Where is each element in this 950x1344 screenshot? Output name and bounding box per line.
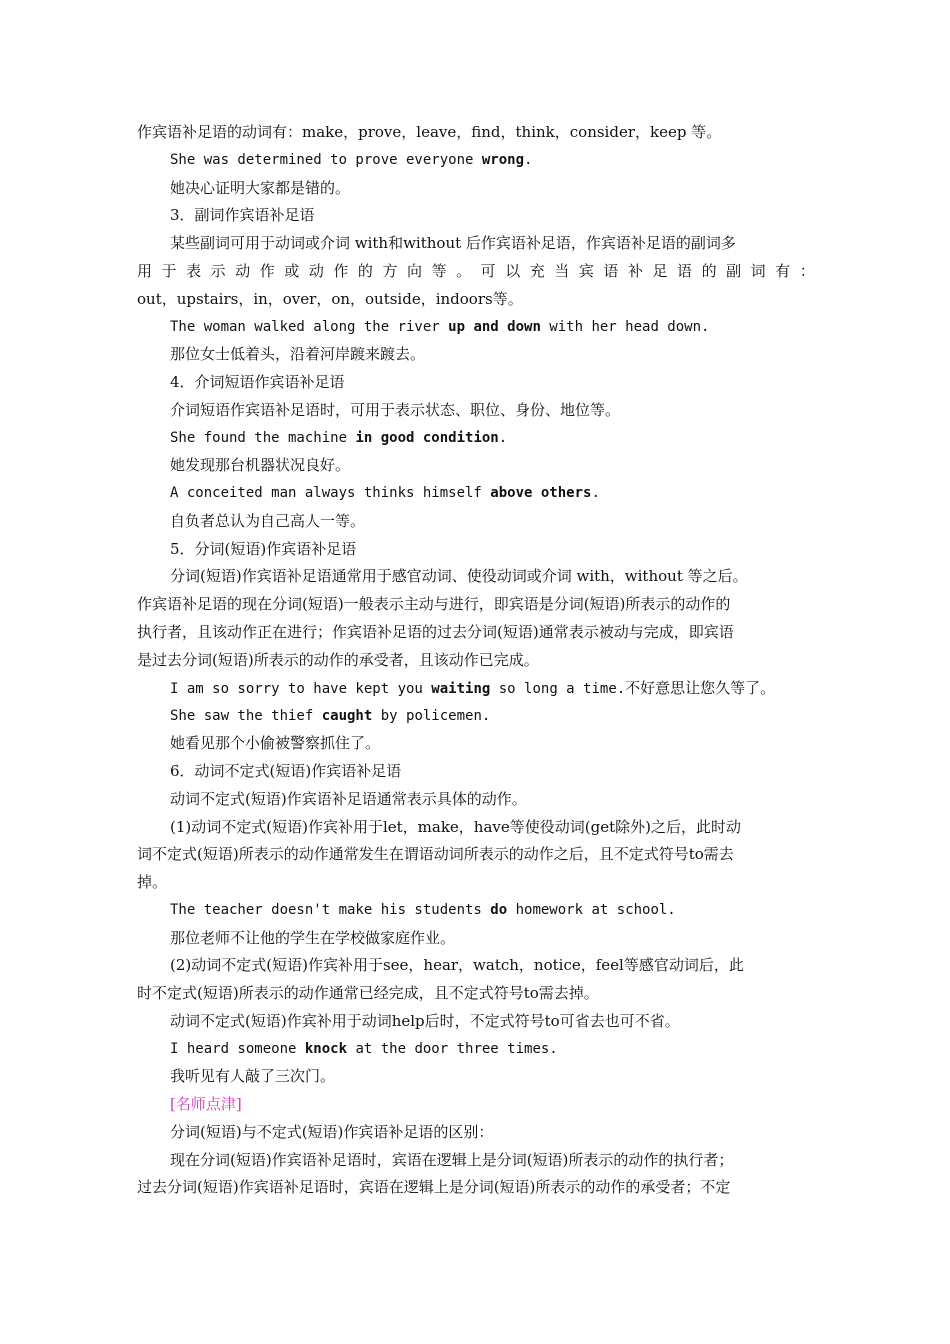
translation-line: 我听见有人敲了三次门。 — [170, 1067, 336, 1085]
text-line: 作宾语补足语的动词有：make，prove，leave，find，think，consider，keep 等。 — [137, 123, 722, 141]
highlight-word: knock — [304, 1041, 348, 1057]
section-heading: 4．介词短语作宾语补足语 — [170, 373, 345, 391]
translation-line: 她看见那个小偷被警察抓住了。 — [170, 734, 381, 752]
text-line: 动词不定式(短语)作宾语补足语通常表示具体的动作。 — [170, 790, 527, 808]
justified-char: 用 — [137, 262, 153, 280]
text-line: out，upstairs，in，over，on，outside，indoors等。 — [137, 290, 523, 308]
justified-char: 补 — [627, 262, 643, 280]
text-line: 分词(短语)与不定式(短语)作宾语补足语的区别： — [170, 1123, 494, 1141]
text-line: 掉。 — [137, 873, 168, 891]
justified-char: 的 — [357, 262, 373, 280]
translation-line: 她发现那台机器状况良好。 — [170, 456, 351, 474]
justified-char: 宾 — [578, 262, 594, 280]
justified-char: 以 — [505, 262, 521, 280]
section-heading: 3．副词作宾语补足语 — [170, 206, 315, 224]
justified-char: 表 — [186, 262, 202, 280]
justified-char: 动 — [235, 262, 251, 280]
text-line-justified — [137, 261, 815, 281]
justified-char: 有 — [775, 262, 791, 280]
text-line: (1)动词不定式(短语)作宾补用于let，make，have等使役动词(get除外)之后，此时动 — [170, 818, 741, 836]
justified-char: 或 — [284, 262, 300, 280]
justified-char: 。 — [456, 262, 472, 280]
example-sentence: The woman walked along the river up and down with her head down. — [170, 319, 710, 335]
justified-char: 作 — [333, 262, 349, 280]
example-sentence: I am so sorry to have kept you waiting so long a time.不好意思让您久等了。 — [170, 679, 776, 697]
justified-char: 当 — [554, 262, 570, 280]
translation-line: 那位老师不让他的学生在学校做家庭作业。 — [170, 929, 456, 947]
text-line: 是过去分词(短语)所表示的动作的承受者，且该动作已完成。 — [137, 651, 539, 669]
justified-char: 语 — [677, 262, 693, 280]
text-line: 现在分词(短语)作宾语补足语时，宾语在逻辑上是分词(短语)所表示的动作的执行者； — [170, 1151, 734, 1169]
text-line: (2)动词不定式(短语)作宾补用于see，hear，watch，notice，feel等感官动词后，此 — [170, 956, 744, 974]
justified-char: 动 — [308, 262, 324, 280]
justified-char: ： — [799, 262, 815, 280]
teacher-tip-tag: [名师点津] — [170, 1095, 242, 1113]
justified-char: 可 — [480, 262, 496, 280]
highlight-word: up and down — [448, 319, 541, 335]
justified-char: 方 — [382, 262, 398, 280]
justified-char: 的 — [701, 262, 717, 280]
text-line: 执行者，且该动作正在进行；作宾语补足语的过去分词(短语)通常表示被动与完成，即宾语 — [137, 623, 734, 641]
highlight-word: above others — [490, 485, 592, 501]
justified-char: 向 — [407, 262, 423, 280]
example-sentence: She found the machine in good condition. — [170, 430, 508, 446]
translation-line: 那位女士低着头，沿着河岸踱来踱去。 — [170, 345, 426, 363]
text-line: 时不定式(短语)所表示的动作通常已经完成，且不定式符号to需去掉。 — [137, 984, 599, 1002]
text-line: 作宾语补足语的现在分词(短语)一般表示主动与进行，即宾语是分词(短语)所表示的动作的 — [137, 595, 731, 613]
text-line: 词不定式(短语)所表示的动作通常发生在谓语动词所表示的动作之后，且不定式符号to需去 — [137, 845, 734, 863]
justified-char: 副 — [726, 262, 742, 280]
text-line: 过去分词(短语)作宾语补足语时，宾语在逻辑上是分词(短语)所表示的动作的承受者；不定 — [137, 1178, 731, 1196]
example-sentence: I heard someone knock at the door three times. — [170, 1041, 558, 1057]
text-line: 分词(短语)作宾语补足语通常用于感官动词、使役动词或介词 with，without 等之后。 — [170, 567, 748, 585]
justified-char: 词 — [750, 262, 766, 280]
highlight-word: in good condition — [355, 430, 499, 446]
justified-char: 语 — [603, 262, 619, 280]
justified-char: 示 — [210, 262, 226, 280]
highlight-word: caught — [321, 708, 373, 724]
example-sentence: The teacher doesn't make his students do homework at school. — [170, 902, 676, 918]
justified-char: 作 — [259, 262, 275, 280]
example-sentence: A conceited man always thinks himself above others. — [170, 485, 600, 501]
section-heading: 5．分词(短语)作宾语补足语 — [170, 540, 357, 558]
highlight-word: wrong — [481, 152, 525, 168]
highlight-word: waiting — [431, 681, 491, 697]
section-heading: 6．动词不定式(短语)作宾语补足语 — [170, 762, 402, 780]
text-line: 某些副词可用于动词或介词 with和without 后作宾语补足语，作宾语补足语的副词多 — [170, 234, 736, 252]
highlight-word: do — [490, 902, 508, 918]
text-line: 动词不定式(短语)作宾补用于动词help后时，不定式符号to可省去也可不省。 — [170, 1012, 680, 1030]
justified-char: 等 — [431, 262, 447, 280]
translation-line: 她决心证明大家都是错的。 — [170, 179, 351, 197]
translation-inline: 不好意思让您久等了。 — [625, 679, 776, 697]
justified-char: 充 — [529, 262, 545, 280]
justified-char: 足 — [652, 262, 668, 280]
text-line: 介词短语作宾语补足语时，可用于表示状态、职位、身份、地位等。 — [170, 401, 621, 419]
justified-char: 于 — [161, 262, 177, 280]
translation-line: 自负者总认为自己高人一等。 — [170, 512, 366, 530]
example-sentence: She was determined to prove everyone wrong. — [170, 152, 533, 168]
example-sentence: She saw the thief caught by policemen. — [170, 708, 491, 724]
